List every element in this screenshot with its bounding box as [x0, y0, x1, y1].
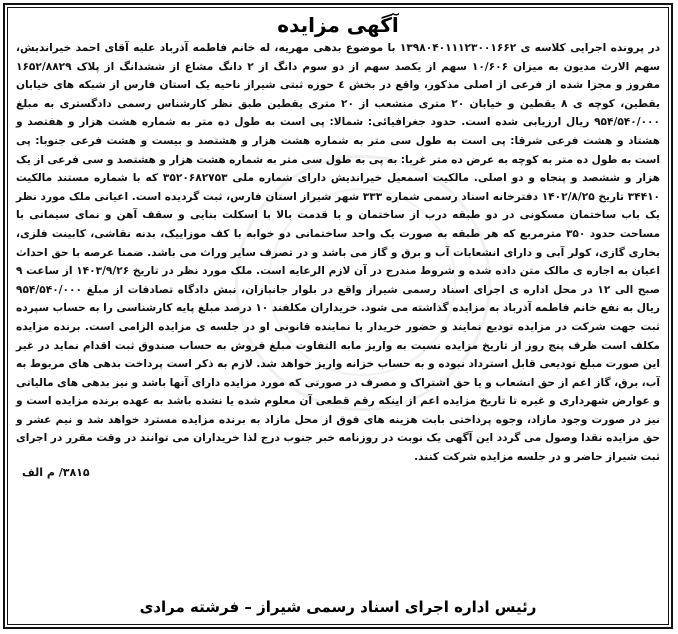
notice-reference: ۳۸۱۵/ م الف — [22, 465, 90, 479]
notice-frame — [3, 3, 673, 629]
notice-signature: رئیس اداره اجرای اسناد رسمی شیراز – فرشته مرادی — [139, 598, 537, 616]
notice-title: آگهی مزایده — [277, 13, 399, 37]
notice-content — [7, 7, 669, 625]
notice-body: در پرونده اجرایی کلاسه ی ۱۳۹۸۰۴۰۱۱۱۲۳۰۰۱۶۶۲ با موضوع بدهی مهریه، له خانم فاطمه آذرباد علیه آقای احمد خیراندیش، سهم الارث مدیون به میزان ۱۰/۶۰۶ سهم از یکصد سهم از دو سوم دانگ از ۲ دانگ مشاع از ششدانگ از پلاک ۱۶۵۲/۸۸۲۹ مفروز و مجزا شده از فرعی از اصلی مذکور، واقع در بخش ٤ حوزه ثبتی شیراز ناحیه یک استان فارس از شبکه های خیابان یقطین، کوچه ی ۸ یقطین و خیابان ۲۰ متری منشعب از ۲۰ متری یقطین طبق نظر کارشناس رسمی دادگستری به مبلغ ۹۵۴/۵۴۰/۰۰۰ ریال ارزیابی شده است. حدود جغرافیائی: شمالا: پی است به طول ده متر به شماره هشت هزار و هفتصد و هشتاد و هشت فرعی شرقا: پی است به طول سی متر به شماره هشت هزار و هشتصد و بیست و هشت فرعی جنوبا: پی است به طول ده متر به کوچه به عرض ده متر غربا: به پی به طول سی متر به شماره هشت هزار و هشتصد و سی فرعی از یک هزار و ششصد و پنجاه و دو اصلی. مالکیت اسمعیل خیراندیش دارای شماره ملی ۳۵۲۰۶۸۲۷۵۳ که با شماره مستند مالکیت ۳۴۴۱۰ تاریخ ۱۴۰۲/۸/۲۵ دفترخانه اسناد رسمی شماره ۳۳۳ شهر شیراز استان فارس، ثبت گردیده است. اعیانی ملک مورد نظر یک باب ساختمان مسکونی در دو طبقه درب از ساختمان و با قدمت بالا با اسکلت بنایی و سقف آهن و نمای سیمانی با مساحت حدود ۳۵۰ مترمربع که هر طبقه به صورت یک واحد ساختمانی دو خوابه با کف موزاییک، بدنه نقاشی، کابینت فلزی، بخاری گازی، کولر آبی و دارای انشعابات آب و برق و گاز می باشد و در تصرف سایر وراث می باشد. ضمنا عرصه با حق احداث اعیان به اجاره ی مالک متن داده شده و شروط مندرج در آن لازم الرعایه است. ملک مورد نظر در تاریخ ۱۴۰۳/۹/۲۶ از ساعت ۹ صبح الی ۱۲ در محل اداره ی اجرای اسناد رسمی شیراز واقع در بلوار جانبازان، نبش دادگاه تصادفات از مبلغ ۹۵۴/۵۴۰/۰۰۰ ریال به نفع خانم فاطمه آذرباد به مزایده گذاشته می شود. خریداران مکلفند ۱۰ درصد مبلغ پایه کارشناسی را به حساب سپرده ثبت جهت شرکت در مزایده تودیع نمایند و حضور خریدار یا نماینده قانونی او در جلسه ی مزایده الزامی است. برنده مزایده مکلف است ظرف پنج روز از تاریخ مزایده نسبت به واریز مابه التفاوت مبلغ فروش به حساب صندوق ثبت اقدام نماید در غیر این صورت مبلغ تودیعی قابل استرداد نبوده و به حساب خزانه واریز خواهد شد. لازم به ذکر است پرداخت بدهی های مربوط به آب، برق، گاز اعم از حق انشعاب و یا حق اشتراک و مصرف در صورتی که مورد مزایده دارای آنها باشد و نیز بدهی های مالیاتی و عوارض شهرداری و غیره تا تاریخ مزایده اعم از اینکه رقم قطعی آن معلوم شده یا نشده باشد به عهده برنده مزایده است و نیز در صورت وجود مازاد، وجوه پرداختی بابت هزینه های فوق از محل مازاد به برنده مزایده مسترد خواهد شد و نیم عشر و حق مزایده نقدا وصول می گردد این آگهی یک نوبت در روزنامه خبر جنوب درج لذا خریداران می توانند در وقت مقرر در اجرای ثبت شیراز حاضر و در جلسه مزایده شرکت کنند. — [16, 42, 661, 464]
